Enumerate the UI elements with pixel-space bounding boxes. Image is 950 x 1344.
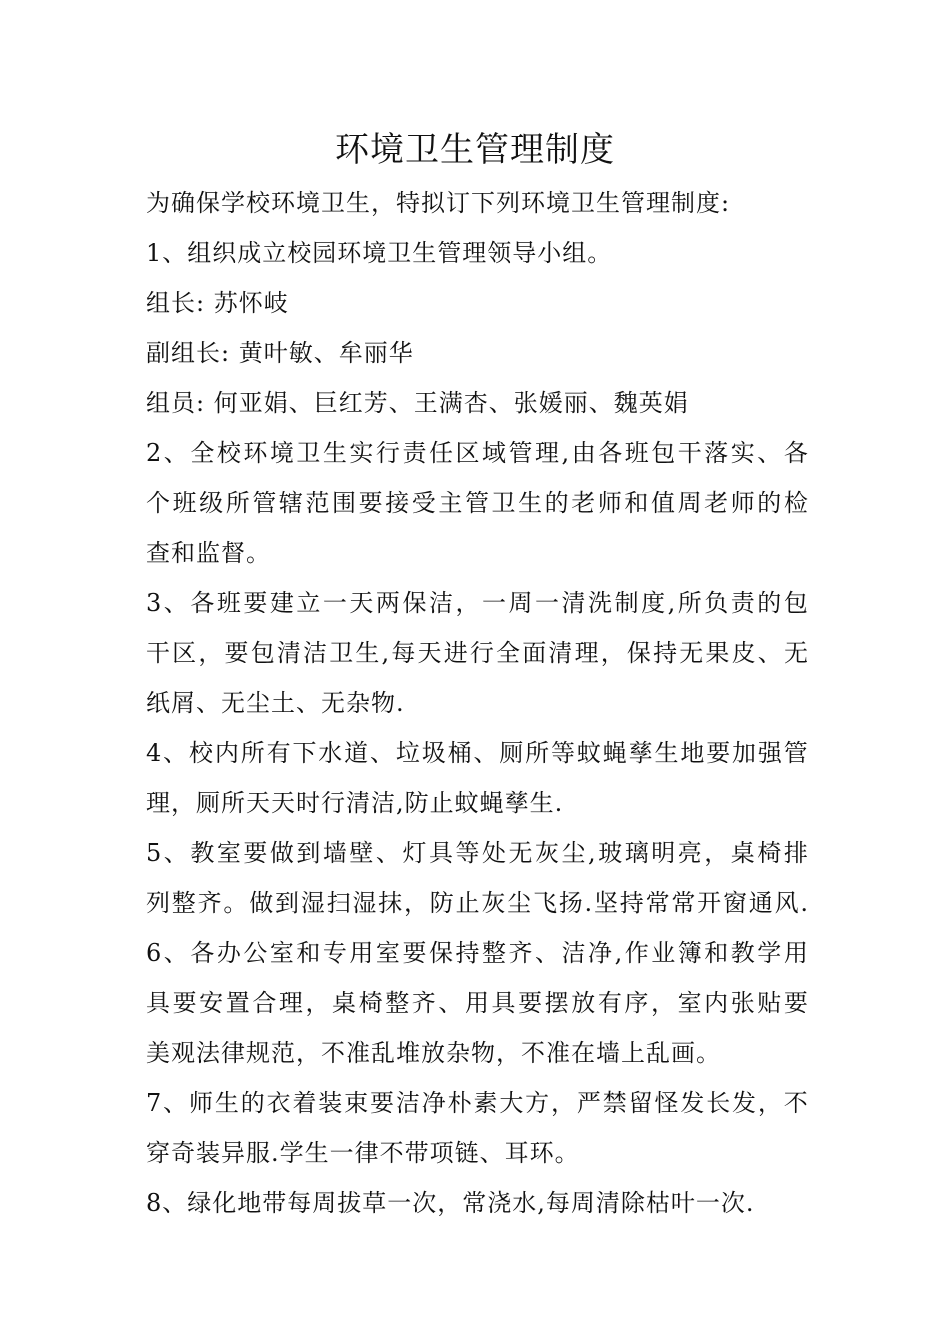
paragraph-line: 组员: 何亚娟、巨红芳、王满杏、张媛丽、魏英娟 <box>146 389 689 417</box>
paragraph-line: 5 、 教 室 要 做 到 墙 壁 、 灯 具 等 处 无 灰 尘 , 玻 璃 明 亮 ， 桌 椅 排 <box>146 839 808 867</box>
paragraph-line: 穿奇装异服.学生一律不带项链、耳环。 <box>146 1139 580 1167</box>
paragraph-line: 为确保学校环境卫生，特拟订下列环境卫生管理制度: <box>146 189 731 217</box>
paragraph-line: 纸屑、无尘土、无杂物. <box>146 689 405 717</box>
document-title: 环境卫生管理制度 <box>335 130 615 170</box>
paragraph-line: 副组长: 黄叶敏、牟丽华 <box>146 339 414 367</box>
paragraph-line: 组长: 苏怀岐 <box>146 289 289 317</box>
paragraph-line: 3 、 各 班 要 建 立 一 天 两 保 洁 ， 一 周 一 清 洗 制 度 , 所 负 责 的 包 <box>146 589 808 617</box>
paragraph-line: 美观法律规范，不准乱堆放杂物，不准在墙上乱画。 <box>146 1039 721 1067</box>
document-body <box>146 178 808 1228</box>
paragraph-line: 查和监督。 <box>146 539 271 567</box>
paragraph-line: 列 整 齐 。 做 到 湿 扫 湿 抹 ， 防 止 灰 尘 飞 扬 . 坚 持 常 常 开 窗 通 风 . <box>146 889 808 917</box>
paragraph-line: 理，厕所天天时行清洁,防止蚊蝇孳生. <box>146 789 564 817</box>
paragraph-line: 4 、 校 内 所 有 下 水 道 、 垃 圾 桶 、 厕 所 等 蚊 蝇 孳 生 地 要 加 强 管 <box>146 739 808 767</box>
paragraph-line: 7 、 师 生 的 衣 着 装 束 要 洁 净 朴 素 大 方 ， 严 禁 留 怪 发 长 发 ， 不 <box>146 1089 808 1117</box>
paragraph-line: 6 、 各 办 公 室 和 专 用 室 要 保 持 整 齐 、 洁 净 , 作 业 簿 和 教 学 用 <box>146 939 808 967</box>
paragraph-line: 1、组织成立校园环境卫生管理领导小组。 <box>146 239 613 267</box>
paragraph-line: 2 、 全 校 环 境 卫 生 实 行 责 任 区 域 管 理 , 由 各 班 包 干 落 实 、 各 <box>146 439 808 467</box>
paragraph-line: 干 区 ， 要 包 清 洁 卫 生 , 每 天 进 行 全 面 清 理 ， 保 持 无 果 皮 、 无 <box>146 639 808 667</box>
paragraph-line: 8、绿化地带每周拔草一次，常浇水,每周清除枯叶一次. <box>146 1189 755 1217</box>
paragraph-line: 具 要 安 置 合 理 ， 桌 椅 整 齐 、 用 具 要 摆 放 有 序 ， 室 内 张 贴 要 <box>146 989 808 1017</box>
paragraph-line: 个 班 级 所 管 辖 范 围 要 接 受 主 管 卫 生 的 老 师 和 值 周 老 师 的 检 <box>146 489 808 517</box>
